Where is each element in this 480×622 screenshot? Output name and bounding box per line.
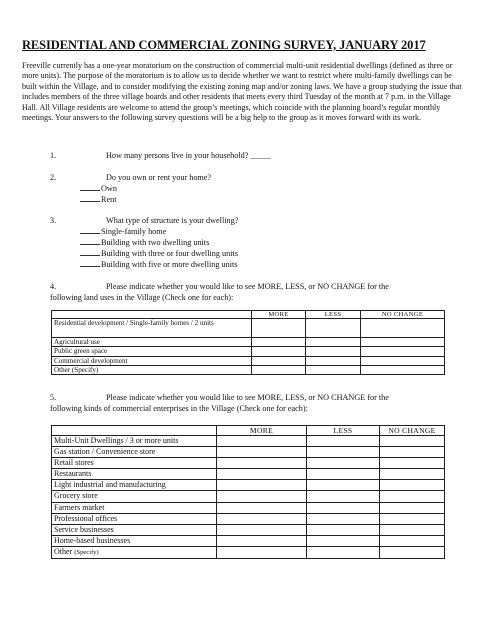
row-label: Retail stores [52,458,217,469]
row-label: Grocery store [52,491,217,502]
checkbox-cell[interactable] [361,338,445,347]
row-label: Gas station / Convenience store [52,447,217,458]
checkbox-cell[interactable] [217,458,307,469]
checkbox-cell[interactable] [217,546,307,558]
checkbox-cell[interactable] [380,524,445,535]
checkbox-cell[interactable] [217,491,307,502]
checkbox-cell[interactable] [380,491,445,502]
checkbox-cell[interactable] [306,319,361,338]
checkbox-cell[interactable] [307,436,380,447]
option-rent[interactable]: Rent [80,194,116,206]
question-text: What type of structure is your dwelling? [106,216,239,225]
question-number: 1. [50,151,57,160]
checkbox-cell[interactable] [217,480,307,491]
checkbox-cell[interactable] [252,365,306,374]
table-row [52,447,445,458]
checkbox-cell[interactable] [361,365,445,374]
answer-blank[interactable] [80,259,100,267]
question-text-line1: Please indicate whether you would like to see MORE, LESS, or NO CHANGE for the [106,282,389,291]
option-five-plus-units[interactable]: Building with five or more dwelling units [80,259,237,271]
checkbox-cell[interactable] [361,347,445,356]
commercial-table [51,425,445,559]
table-row [52,347,445,356]
row-label: Other (Specify) [52,365,252,374]
checkbox-cell[interactable] [380,513,445,524]
header-cell [52,426,217,436]
checkbox-cell[interactable] [217,447,307,458]
checkbox-cell[interactable] [380,535,445,546]
option-three-four-units[interactable]: Building with three or four dwelling units [80,248,238,260]
table-row [52,356,445,365]
checkbox-cell[interactable] [217,502,307,513]
row-label: Public green space [52,347,252,356]
row-label: Other (Specify) [52,546,217,558]
checkbox-cell[interactable] [307,458,380,469]
checkbox-cell[interactable] [252,347,306,356]
question-number: 3. [50,216,57,225]
question-5 [50,393,450,414]
question-text-line1: Please indicate whether you would like to see MORE, LESS, or NO CHANGE for the [106,393,389,402]
table-row [52,546,445,558]
page-title: RESIDENTIAL AND COMMERCIAL ZONING SURVEY, JANUARY 2017 [22,38,426,52]
checkbox-cell[interactable] [307,535,380,546]
table-row [52,458,445,469]
checkbox-cell[interactable] [307,480,380,491]
intro-paragraph: Freeville currently has a one-year moratorium on the construction of commercial multi-unit residential dwellings (defined as three or more units). The purpose of the moratorium is to allow us to decide whether we want to restrict where multi-family dwellings can be built within the Village, and to consider modifying the existing zoning map and/or zoning laws. We have a group studying the issue that includes members of the three village boards and other residents that meets every third Tuesday of the month at 7 p.m. in the Village Hall. All Village residents are welcome to attend the group’s meetings, which coincide with the planning board’s regular monthly meetings. Your answers to the following survey questions will be a big help to the group as it moves forward with its work. [22,61,462,123]
checkbox-cell[interactable] [217,436,307,447]
checkbox-cell[interactable] [252,356,306,365]
row-label: Farmers market [52,502,217,513]
table-row [52,480,445,491]
table-header-row [52,311,445,319]
row-label: Light industrial and manufacturing [52,480,217,491]
header-no-change: NO CHANGE [380,426,445,436]
answer-blank[interactable] [80,226,100,234]
checkbox-cell[interactable] [307,513,380,524]
checkbox-cell[interactable] [252,319,306,338]
checkbox-cell[interactable] [307,447,380,458]
checkbox-cell[interactable] [306,365,361,374]
question-number: 4. [50,282,57,291]
table-row [52,319,445,338]
checkbox-cell[interactable] [361,319,445,338]
question-4 [50,282,450,303]
checkbox-cell[interactable] [217,524,307,535]
checkbox-cell[interactable] [380,546,445,558]
question-text-line2: following kinds of commercial enterprises in the Village (Check one for each): [50,403,308,413]
checkbox-cell[interactable] [217,469,307,480]
option-own[interactable]: Own [80,183,117,195]
checkbox-cell[interactable] [307,469,380,480]
table-row [52,524,445,535]
checkbox-cell[interactable] [307,491,380,502]
table-row [52,491,445,502]
checkbox-cell[interactable] [380,458,445,469]
checkbox-cell[interactable] [306,356,361,365]
question-number: 2. [50,173,57,182]
answer-blank[interactable] [80,248,100,256]
checkbox-cell[interactable] [307,546,380,558]
header-cell [52,311,252,319]
row-label: Residential development / Single-family homes / 2 units [52,319,252,338]
checkbox-cell[interactable] [380,447,445,458]
header-no-change: NO CHANGE [361,311,445,319]
land-use-table [51,310,445,375]
table-header-row [52,426,445,436]
checkbox-cell[interactable] [380,502,445,513]
row-label: Multi-Unit Dwellings / 3 or more units [52,436,217,447]
table-row [52,338,445,347]
answer-blank[interactable] [80,183,100,191]
checkbox-cell[interactable] [252,338,306,347]
question-text-line2: following land uses in the Village (Check one for each): [50,292,234,302]
header-more: MORE [252,311,306,319]
checkbox-cell[interactable] [307,502,380,513]
row-label: Service businesses [52,524,217,535]
row-label: Commercial development [52,356,252,365]
checkbox-cell[interactable] [217,535,307,546]
table-row [52,535,445,546]
checkbox-cell[interactable] [380,436,445,447]
checkbox-cell[interactable] [380,480,445,491]
checkbox-cell[interactable] [380,469,445,480]
row-label: Home-based businesses [52,535,217,546]
header-more: MORE [217,426,307,436]
checkbox-cell[interactable] [306,347,361,356]
option-single-family[interactable]: Single-family home [80,226,166,238]
checkbox-cell[interactable] [217,513,307,524]
question-text: Do you own or rent your home? [106,173,212,182]
table-row [52,469,445,480]
row-label: Restaurants [52,469,217,480]
question-text: How many persons live in your household? _____ [106,151,271,160]
answer-blank[interactable] [80,194,100,202]
option-two-units[interactable]: Building with two dwelling units [80,237,209,249]
row-label: Agricultural use [52,338,252,347]
checkbox-cell[interactable] [306,338,361,347]
header-less: LESS [306,311,361,319]
header-less: LESS [307,426,380,436]
question-number: 5. [50,393,57,402]
table-row [52,513,445,524]
checkbox-cell[interactable] [307,524,380,535]
row-label: Professional offices [52,513,217,524]
table-row [52,365,445,374]
checkbox-cell[interactable] [361,356,445,365]
table-row [52,502,445,513]
table-row [52,436,445,447]
answer-blank[interactable] [80,237,100,245]
